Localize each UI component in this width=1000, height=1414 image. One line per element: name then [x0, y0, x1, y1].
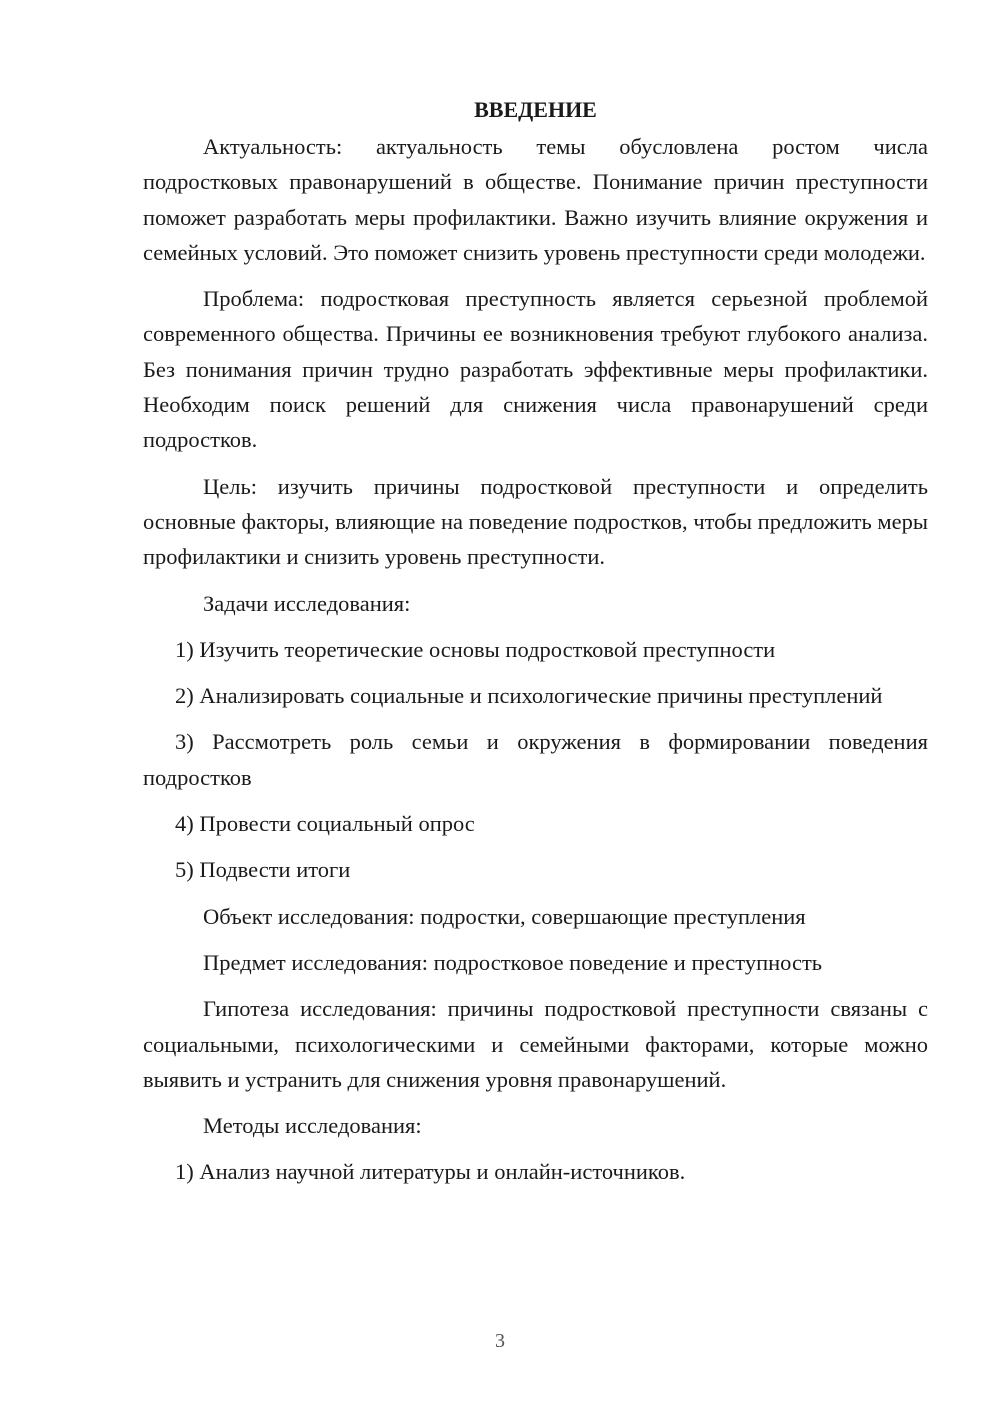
problem-paragraph: Проблема: подростковая преступность является серьезной проблемой современного общества. Причины ее возникновения требуют глубокого анализа. Без понимания причин трудно разработать эффективные меры профилактики. Необходим поиск решений для снижения числа правонарушений среди подростков. — [143, 286, 928, 453]
relevance-paragraph: Актуальность: актуальность темы обусловлена ростом числа подростковых правонарушений в обществе. Понимание причин преступности поможет разработать меры профилактики. Важно изучить влияние окружения и семейных условий. Это поможет снизить уровень преступности среди молодежи. — [143, 134, 928, 265]
task-item: 3) Рассмотреть роль семьи и окружения в формировании поведения подростков — [143, 729, 928, 790]
document-title: ВВЕДЕНИЕ — [474, 97, 597, 122]
document-page — [143, 92, 928, 1201]
tasks-heading: Задачи исследования: — [203, 590, 411, 616]
task-item: 5) Подвести итоги — [175, 857, 351, 883]
method-item: 1) Анализ научной литературы и онлайн-источников. — [175, 1159, 686, 1185]
task-item: 1) Изучить теоретические основы подростковой преступности — [175, 636, 776, 662]
research-object: Объект исследования: подростки, совершающие преступления — [203, 903, 806, 929]
task-item: 4) Провести социальный опрос — [175, 811, 475, 837]
goal-paragraph: Цель: изучить причины подростковой преступности и определить основные факторы, влияющие на поведение подростков, чтобы предложить меры профилактики и снизить уровень преступности. — [143, 473, 928, 570]
methods-heading: Методы исследования: — [203, 1113, 422, 1139]
research-hypothesis: Гипотеза исследования: причины подростковой преступности связаны с социальными, психологическими и семейными факторами, которые можно выявить и устранить для снижения уровня правонарушений. — [143, 996, 928, 1092]
task-item: 2) Анализировать социальные и психологические причины преступлений — [175, 683, 883, 709]
research-subject: Предмет исследования: подростковое поведение и преступность — [203, 949, 823, 975]
page-number: 3 — [495, 1330, 505, 1352]
